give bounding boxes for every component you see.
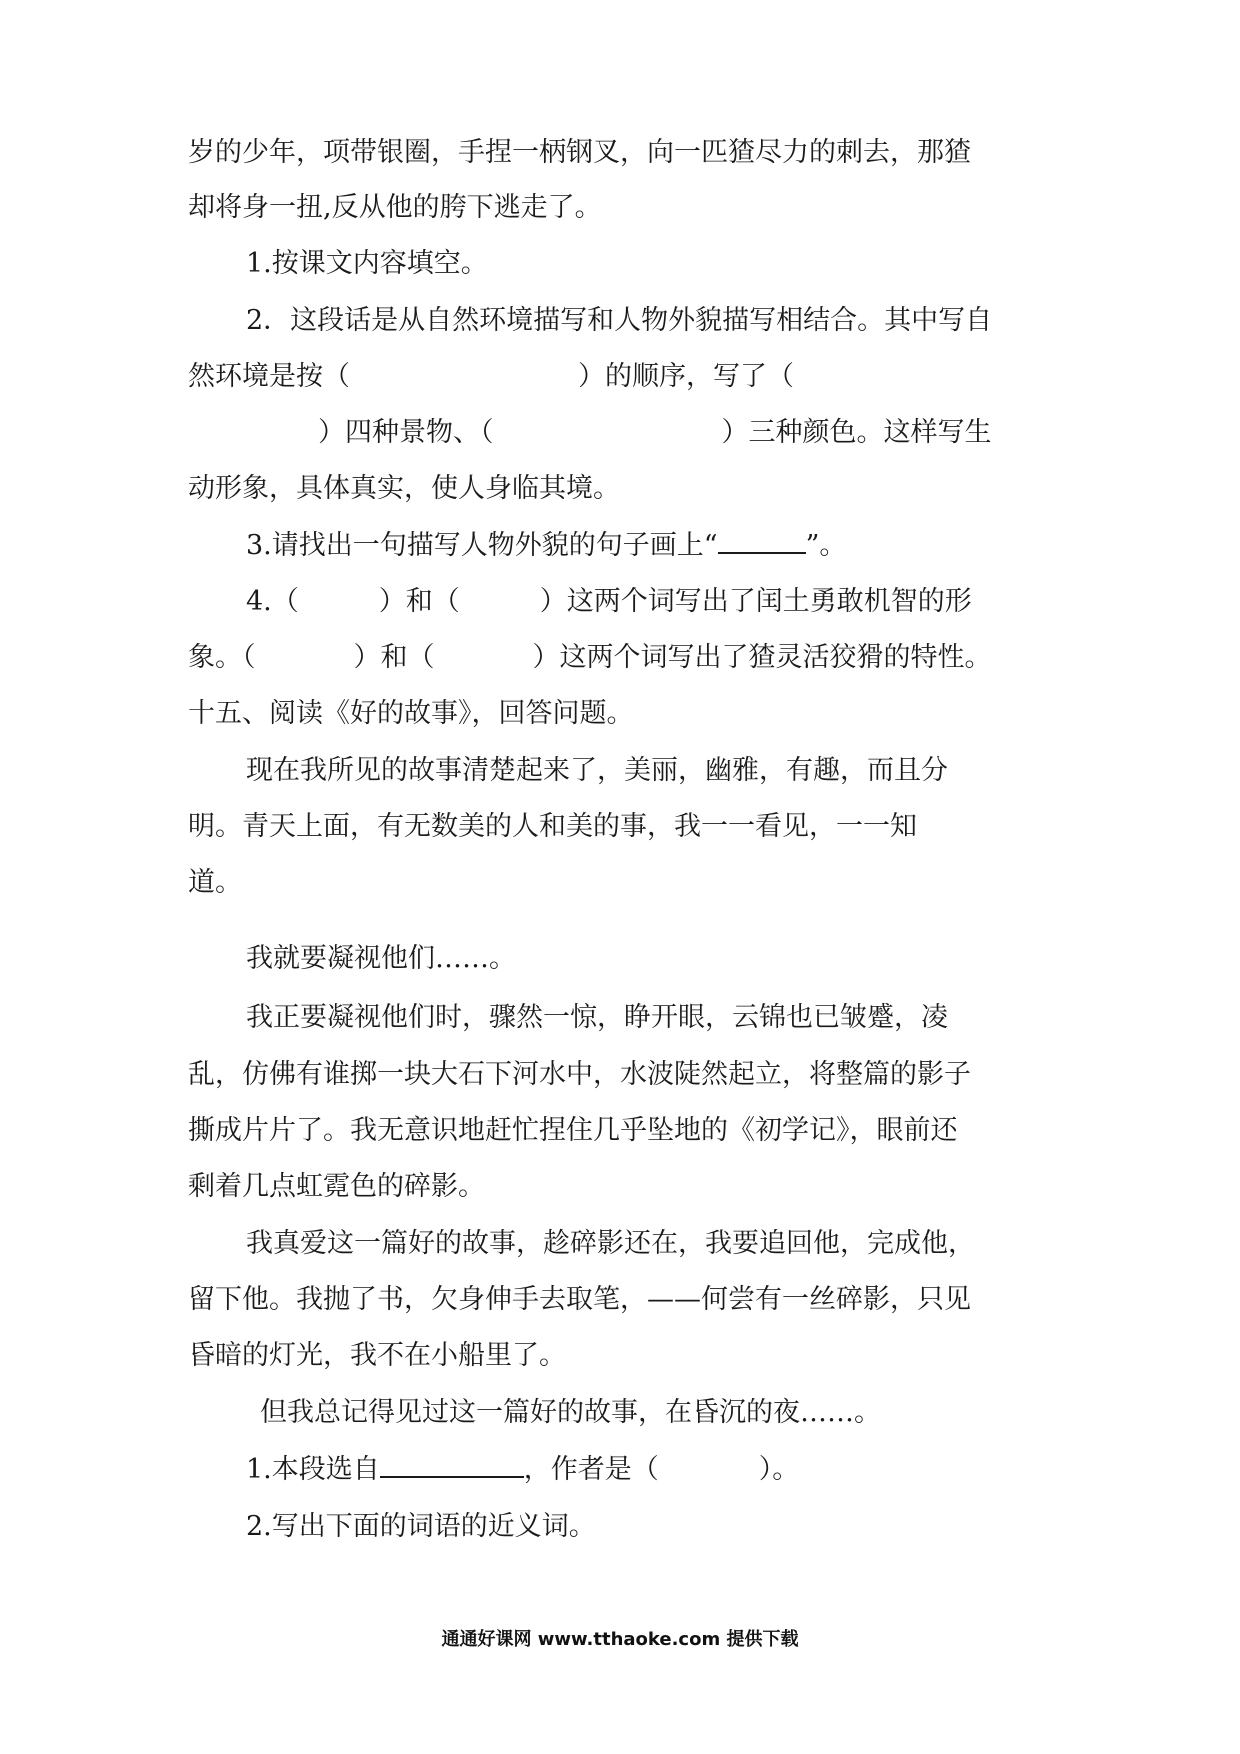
question-2-line: 动形象，具体真实，使人身临其境。 xyxy=(188,473,620,504)
question-2-line xyxy=(188,360,794,394)
question-text: 1.本段选自 xyxy=(246,1454,380,1485)
passage-line: 我正要凝视他们时，骤然一惊，睁开眼，云锦也已皱蹙，凌 xyxy=(246,1002,948,1033)
passage-line: 我真爱这一篇好的故事，趁碎影还在，我要追回他，完成他， xyxy=(246,1228,975,1259)
passage-line: 剩着几点虹霓色的碎影。 xyxy=(188,1171,485,1202)
answer-blank[interactable] xyxy=(380,1452,524,1478)
passage-line: 现在我所见的故事清楚起来了，美丽，幽雅，有趣，而且分 xyxy=(246,755,948,786)
passage-line: 明。青天上面，有无数美的人和美的事，我一一看见，一一知 xyxy=(188,811,917,842)
question-1 xyxy=(246,1452,799,1487)
question-4-line xyxy=(188,641,992,675)
passage-line: 撕成片片了。我无意识地赶忙捏住几乎坠地的《初学记》，眼前还 xyxy=(188,1115,958,1146)
passage-line: 但我总记得见过这一篇好的故事，在昏沉的夜……。 xyxy=(260,1397,881,1428)
question-2: 2．这段话是从自然环境描写和人物外貌描写相结合。其中写自 xyxy=(246,305,993,336)
passage-line: 留下他。我抛了书，欠身伸手去取笔，——何尝有一丝碎影，只见 xyxy=(188,1284,971,1315)
passage-line: 乱，仿佛有谁掷一块大石下河水中，水波陡然起立，将整篇的影子 xyxy=(188,1059,971,1090)
question-text: ”。 xyxy=(805,530,847,561)
passage-line: 我就要凝视他们……。 xyxy=(246,943,516,974)
question-2: 2.写出下面的词语的近义词。 xyxy=(246,1511,596,1542)
question-text: ）和（ xyxy=(378,586,460,617)
question-text: ）和（ xyxy=(353,642,435,673)
question-text: ）四种景物、（ xyxy=(318,417,494,448)
question-text: ）的顺序，写了（ xyxy=(578,361,794,392)
question-text: ）。 xyxy=(758,1454,800,1485)
passage-line: 昏暗的灯光，我不在小船里了。 xyxy=(188,1340,566,1371)
underline-sample xyxy=(718,528,806,554)
passage-line: 岁的少年，项带银圈，手捏一柄钢叉，向一匹猹尽力的刺去，那猹 xyxy=(188,137,971,168)
question-text: ，作者是（ xyxy=(523,1454,659,1485)
question-text: ）这两个词写出了猹灵活狡猾的特性。 xyxy=(532,642,992,673)
question-text: 然环境是按（ xyxy=(188,361,350,392)
question-2-line xyxy=(188,416,992,450)
question-text: ）这两个词写出了闰土勇敢机智的形 xyxy=(539,586,972,617)
question-text: 3.请找出一句描写人物外貌的句子画上“ xyxy=(246,530,718,561)
section-heading: 十五、阅读《好的故事》，回答问题。 xyxy=(188,698,634,729)
download-footer: 通通好课网 www.tthaoke.com 提供下载 xyxy=(441,1629,799,1650)
passage-line: 却将身一扭,反从他的胯下逃走了。 xyxy=(188,192,602,223)
question-text: ）三种颜色。这样写生 xyxy=(721,417,992,448)
passage-line: 道。 xyxy=(188,867,242,898)
question-text: 象。（ xyxy=(188,642,256,673)
question-text: 4.（ xyxy=(246,586,299,617)
question-4 xyxy=(246,585,972,619)
question-1: 1.按课文内容填空。 xyxy=(246,248,488,279)
question-3 xyxy=(246,528,846,563)
